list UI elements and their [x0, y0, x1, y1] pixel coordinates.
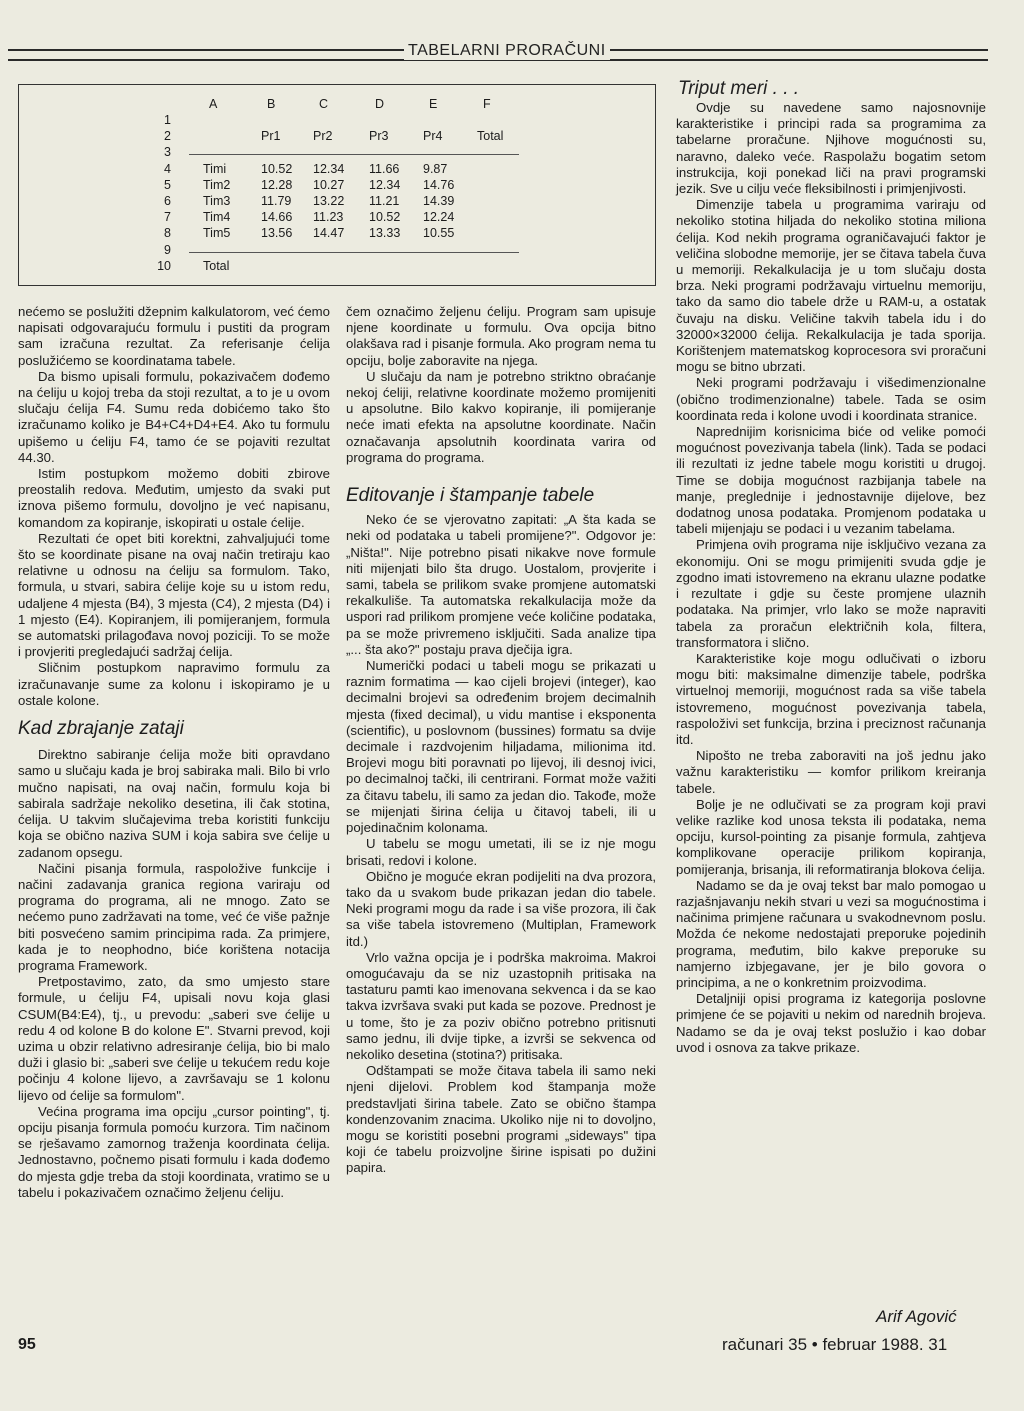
paragraph: Nadamo se da je ovaj tekst bar malo pomogao u razjašnjavanju nekih stvari u vezi sa mogućnostima i načinima primjene računara u svakodnevnom poslu. Možda će nekome nedostajati preporuke pojedinih programa, međutim, bilo kakve preporuke su namjerno izbjegavane, jer je bilo govora o principima, a ne o konkretnim proizvodima.: [676, 877, 986, 990]
cell-value: 11.79: [261, 194, 292, 208]
paragraph: Neko će se vjerovatno zapitati: „A šta kada se neki od podataka u tabeli promijene?". Odgovor je: „Ništa!". Nije potrebno pisati nikakve nove formule niti mijenjati bilo šta drugo. Uostalom, provjerite i sami, tabela se prilikom svake promjene automatski rekalkuliše. Ta automatska rekalkulacija može da uspori rad prilikom promjene veće količine podataka, pa se može privremeno isključiti. Sada analize tipa „... šta ako?" postaju prava dječija igra.: [346, 512, 656, 657]
row-label: Tim3: [203, 194, 231, 208]
column-header: Total: [477, 129, 504, 144]
column-letter: F: [483, 97, 491, 111]
cell-value: 14.76: [423, 177, 455, 192]
paragraph: Odštampati se može čitava tabela ili samo neki njeni dijelovi. Problem kod štampanja može predstavljati širina tabele. Zato se obično štampa kondenzovanim znacima. Ukoliko nije ni to dovoljno, mogu se koristiti posebni programi „sideways" tipa koji će tabelu proizvoljne širine ispisati po dužini papira.: [346, 1063, 656, 1176]
row-number: 7: [164, 210, 171, 225]
paragraph: Sličnim postupkom napravimo formulu za izračunavanje sume za kolonu i iskopiramo je u ostale kolone.: [18, 660, 330, 708]
section-heading: Kad zbrajanje zataji: [18, 718, 184, 740]
cell-value: 9.87: [423, 161, 448, 176]
paragraph: Obično je moguće ekran podijeliti na dva prozora, tako da u svakom bude prikazan jedan dio tabele. Neki programi mogu da rade i sa više prozora, ili čak sa više tabela istovremeno (Multiplan, Framework itd.): [346, 868, 656, 949]
cell-value: 10.52: [261, 161, 293, 176]
paragraph: Numerički podaci u tabeli mogu se prikazati u raznim formatima — kao cijeli brojevi (integer), kao decimalni brojevi sa određenim brojem decimalnih mjesta (fixed decimal), u vidu mantise i eksponenta (scientific), u poslovnom (bussines) formatu sa dvije decimale i razdvojenim hiljadama, milionima itd. Brojevi mogu biti poravnati po lijevoj, ili desnoj ivici, po decimalnoj tački, ili centrirani. Format može važiti za čitavu tabelu, ili samo za jedan dio. Takođe, može se mijenjati širina ćelija u čitavoj tabeli, ili u pojedinačnim kolonama.: [346, 658, 656, 836]
section-title: TABELARNI PRORAČUNI: [404, 42, 610, 60]
column-letter: E: [429, 97, 438, 111]
paragraph: nećemo se poslužiti džepnim kalkulatorom, već ćemo napisati odgovarajuću formulu i pustiti da program sam izračuna rezultat. Za referisanje ćelija poslužićemo se koordinatama tabele.: [18, 304, 330, 368]
paragraph: Većina programa ima opciju „cursor pointing", tj. opciju pisanja formula pomoću kurzora. Tim načinom se rješavamo zamornog traženja koordinata ćelija. Jednostavno, počnemo pisati formulu i kada dođemo do mjesta gdje treba da stoji koordinata, vratimo se u tabelu i pokazivačem označimo željenu ćeliju.: [18, 1103, 330, 1200]
paragraph: Dimenzije tabela u programima variraju od nekoliko stotina hiljada do nekoliko stotina miliona ćelija. Kod nekih programa ograničavajući faktor je veličina slobodne memorije, jer se čitava tabela čuva u memoriji. Rekalkulacija je u tom slučaju dosta brza. Neki programi podržavaju virtuelnu memoriju, tako da samo dio tabele drže u RAM-u, a ostatak čuvaju na disku. Veličine takvih tabela idu i do 32000×32000 ćelija. Rekalkulacija je tada sporija. Korištenjem matematskog koprocesora svi proračuni mogu se bitno ubrzati.: [676, 197, 986, 375]
row-number: 4: [164, 161, 171, 176]
paragraph: Ovdje su navedene samo najosnovnije karakteristike i principi rada sa programima za tabelarne proračune. Njihove mogućnosti su, naravno, daleko veće. Raspolažu bogatim setom instrukcija, koji ponekad liči na pravi programski jezik. Sve u cilju veće fleksibilnosti i primjenjivosti.: [676, 100, 986, 197]
paragraph: Naprednijim korisnicima biće od velike pomoći mogućnost povezivanja tabela (link). Tada se podaci ili rezultati iz jedne tabele mogu koristiti u drugoj. Time se dobija mogućnost razbijanja tabele na manje, preglednije i jednostavnije dijelove, bez dodatnog unosa podataka. Promjenom podataka u tabeli mijenjaju se podaci i u vezanim tabelama.: [676, 424, 986, 537]
paragraph: Direktno sabiranje ćelija može biti opravdano samo u slučaju kada je broj sabiraka mali. Bilo bi vrlo mučno napisati, na ovaj način, formulu koja bi sabirala sadržaje nekoliko desetina, ili čak stotina, ćelija. U takvim slučajevima treba koristiti funkciju koja se obično naziva SUM i koja sabira sve ćelije u zadanom opsegu.: [18, 747, 330, 860]
paragraph: Karakteristike koje mogu odlučivati o izboru mogu biti: maksimalne dimenzije tabele, podrška virtuelnoj memoriji, mogućnost rada sa više tabela istovremeno, mogućnost povezivanja tabela, raspoloživi set funkcija, brzina i preciznost računanja itd.: [676, 650, 986, 747]
row-label: Timi: [203, 161, 227, 176]
cell-value: 12.28: [261, 177, 293, 192]
author-name: Arif Agović: [876, 1307, 957, 1326]
paragraph: Neki programi podržavaju i višedimenzionalne (obično trodimenzionalne) tabele. Tada se osim koordinata reda i kolone uvodi i koordinata stranice.: [676, 375, 986, 423]
row-label: Tim5: [203, 226, 231, 241]
cell-value: 10.52: [369, 210, 401, 225]
cell-value: 12.24: [423, 210, 455, 225]
paragraph: Istim postupkom možemo dobiti zbirove preostalih redova. Međutim, umjesto da svaki put iznova pišemo formulu, dovoljno je već napisanu, komandom za kopiranje, iskopirati u ostale ćelije.: [18, 466, 330, 530]
cell-value: 13.22: [313, 194, 345, 208]
column-2: [346, 304, 656, 1177]
paragraph: Načini pisanja formula, raspoložive funkcije i načini zadavanja granica regiona variraju od programa do programa, ali ne mnogo. Zato se nećemo puno zadržavati na tome, već će više pažnje biti posvećeno samim principima rada. Za primjere, kada je to neophodno, biće korištena notacija programa Framework.: [18, 860, 330, 973]
column-3: [676, 100, 986, 1056]
column-header: Pr3: [369, 129, 389, 144]
column-1: [18, 304, 330, 1201]
row-number: 2: [164, 129, 171, 144]
paragraph: Primjena ovih programa nije isključivo vezana za ekonomiju. Oni se mogu primijeniti svuda gdje je zgodno imati istovremeno na ekranu ulazne podatke i rezultate i gdje su česte promjene ulaznih podataka. Na primjer, vrlo lako se može napraviti tabela za proračun električnih kola, filtera, transformatora i slično.: [676, 537, 986, 650]
paragraph: Bolje je ne odlučivati se za program koji pravi velike razlike kod unosa teksta ili podataka, nema opciju, kursol-pointing za pisanje formula, zahtjeva komplikovane operacije prilikom kopiranja, pomijeranja, brisanja, ili reformatiranja blokova ćelija.: [676, 796, 986, 877]
section-heading: Editovanje i štampanje tabele: [346, 485, 595, 507]
paragraph: čem označimo željenu ćeliju. Program sam upisuje njene koordinate u formulu. Ova opcija bitno olakšava rad i pisanje formula. Ako program nema tu opciju, bolje zaboravite na njega.: [346, 304, 656, 368]
paragraph: U tabelu se mogu umetati, ili se iz nje mogu brisati, redovi i kolone.: [346, 836, 656, 868]
cell-value: 10.55: [423, 226, 455, 241]
page-number-left: 95: [18, 1336, 36, 1353]
cell-value: 10.27: [313, 177, 345, 192]
paragraph: Rezultati će opet biti korektni, zahvaljujući tome što se koordinate pisane na ovaj način tretiraju kao relativne u odnosu na ćeliju sa formulom. Tako, formula, u stvari, sabira ćelije koje su u istom redu, udaljene 4 mjesta (B4), 3 mjesta (C4), 2 mjesta (D4) i 1 mjesto (E4). Kopiranjem, ili pomijeranjem, formula se automatski prilagođava novoj poziciji. To se može i provjeriti pregledajući sadržaj ćelija.: [18, 530, 330, 660]
cell-value: 12.34: [313, 161, 345, 176]
column-letter: C: [319, 97, 329, 111]
paragraph: Da bismo upisali formulu, pokazivačem dođemo na ćeliju u kojoj treba da stoji rezultat, a to je u ovom slučaju ćelija F4. Sumu reda dobićemo tako što izračunamo koliko je B4+C4+D4+E4. Ako tu formulu upišemo u ćeliju F4, tamo će se pojaviti rezultat 44.30.: [18, 368, 330, 465]
row-label: Tim2: [203, 177, 231, 192]
cell-value: 11.21: [369, 194, 400, 208]
column-header: Pr4: [423, 129, 443, 144]
column-header: Pr1: [261, 129, 281, 144]
paragraph: Pretpostavimo, zato, da smo umjesto stare formule, u ćeliju F4, upisali novu koja glasi CSUM(B4:E4), tj., u prevodu: „saberi sve ćelije u redu 4 od kolone B do kolone E". Stvarni prevod, koji uzima u obzir relativno adresiranje ćelija, bio bi malo duži i glasio bi: „saberi sve ćelije u tekućem redu koje počinju 4 kolone lijevo, a završavaju se 1 kolonu lijevo od ćelije sa formulom".: [18, 974, 330, 1103]
row-label: Tim4: [203, 210, 231, 225]
cell-value: 14.47: [313, 226, 345, 241]
cell-value: 14.66: [261, 210, 293, 225]
sheet-rule: [189, 154, 519, 155]
paragraph: Nipošto ne treba zaboraviti na još jednu jako važnu karakteristiku — komfor prilikom kreiranja tabele.: [676, 748, 986, 796]
row-number: 6: [164, 194, 171, 208]
cell-value: 11.66: [369, 161, 400, 176]
row-number: 5: [164, 177, 171, 192]
column-letter: B: [267, 97, 276, 111]
cell-value: 12.34: [369, 177, 401, 192]
column-letter: A: [209, 97, 218, 111]
footer-issue: računari 35 • februar 1988. 31: [722, 1335, 948, 1354]
total-label: Total: [203, 258, 230, 273]
row-number: 10: [157, 258, 171, 273]
row-number: 1: [164, 113, 171, 127]
cell-value: 11.23: [313, 210, 344, 225]
row-number: 9: [164, 242, 171, 257]
cell-value: 14.39: [423, 194, 455, 208]
column-letter: D: [375, 97, 385, 111]
sidebar-heading: Triput meri . . .: [678, 78, 800, 99]
row-number: 3: [164, 145, 171, 160]
column-header: Pr2: [313, 129, 333, 144]
cell-value: 13.33: [369, 226, 401, 241]
row-number: 8: [164, 226, 171, 241]
spreadsheet-figure: [18, 84, 656, 286]
cell-value: 13.56: [261, 226, 293, 241]
paragraph: U slučaju da nam je potrebno striktno obraćanje nekoj ćeliji, relativne koordinate možemo promijeniti u apsolutne. Bilo kakvo kopiranje, ili pomijeranje neće imati efekta na apsolutne koordinate. Način označavanja apsolutnih koordinata varira od programa do programa.: [346, 368, 656, 465]
sheet-rule: [189, 252, 519, 253]
section-header: [8, 42, 988, 64]
paragraph: Vrlo važna opcija je i podrška makroima. Makroi omogućavaju da se niz uzastopnih pritisaka na tastaturu pamti kao imenovana sekvenca i da se kao takva izvršava svaki put kada se pozove. Prednost je u tome, što je za poziv obično potrebno pritisnuti samo jednu, ili dvije tipke, a izvrši se sekvenca od nekoliko desetina (stotina?) pritisaka.: [346, 949, 656, 1062]
paragraph: Detaljniji opisi programa iz kategorija poslovne primjene će se pojaviti u nekim od narednih brojeva. Nadamo se da je ovaj tekst poslužio i kao dobar uvod i osnova za takve prikaze.: [676, 991, 986, 1055]
